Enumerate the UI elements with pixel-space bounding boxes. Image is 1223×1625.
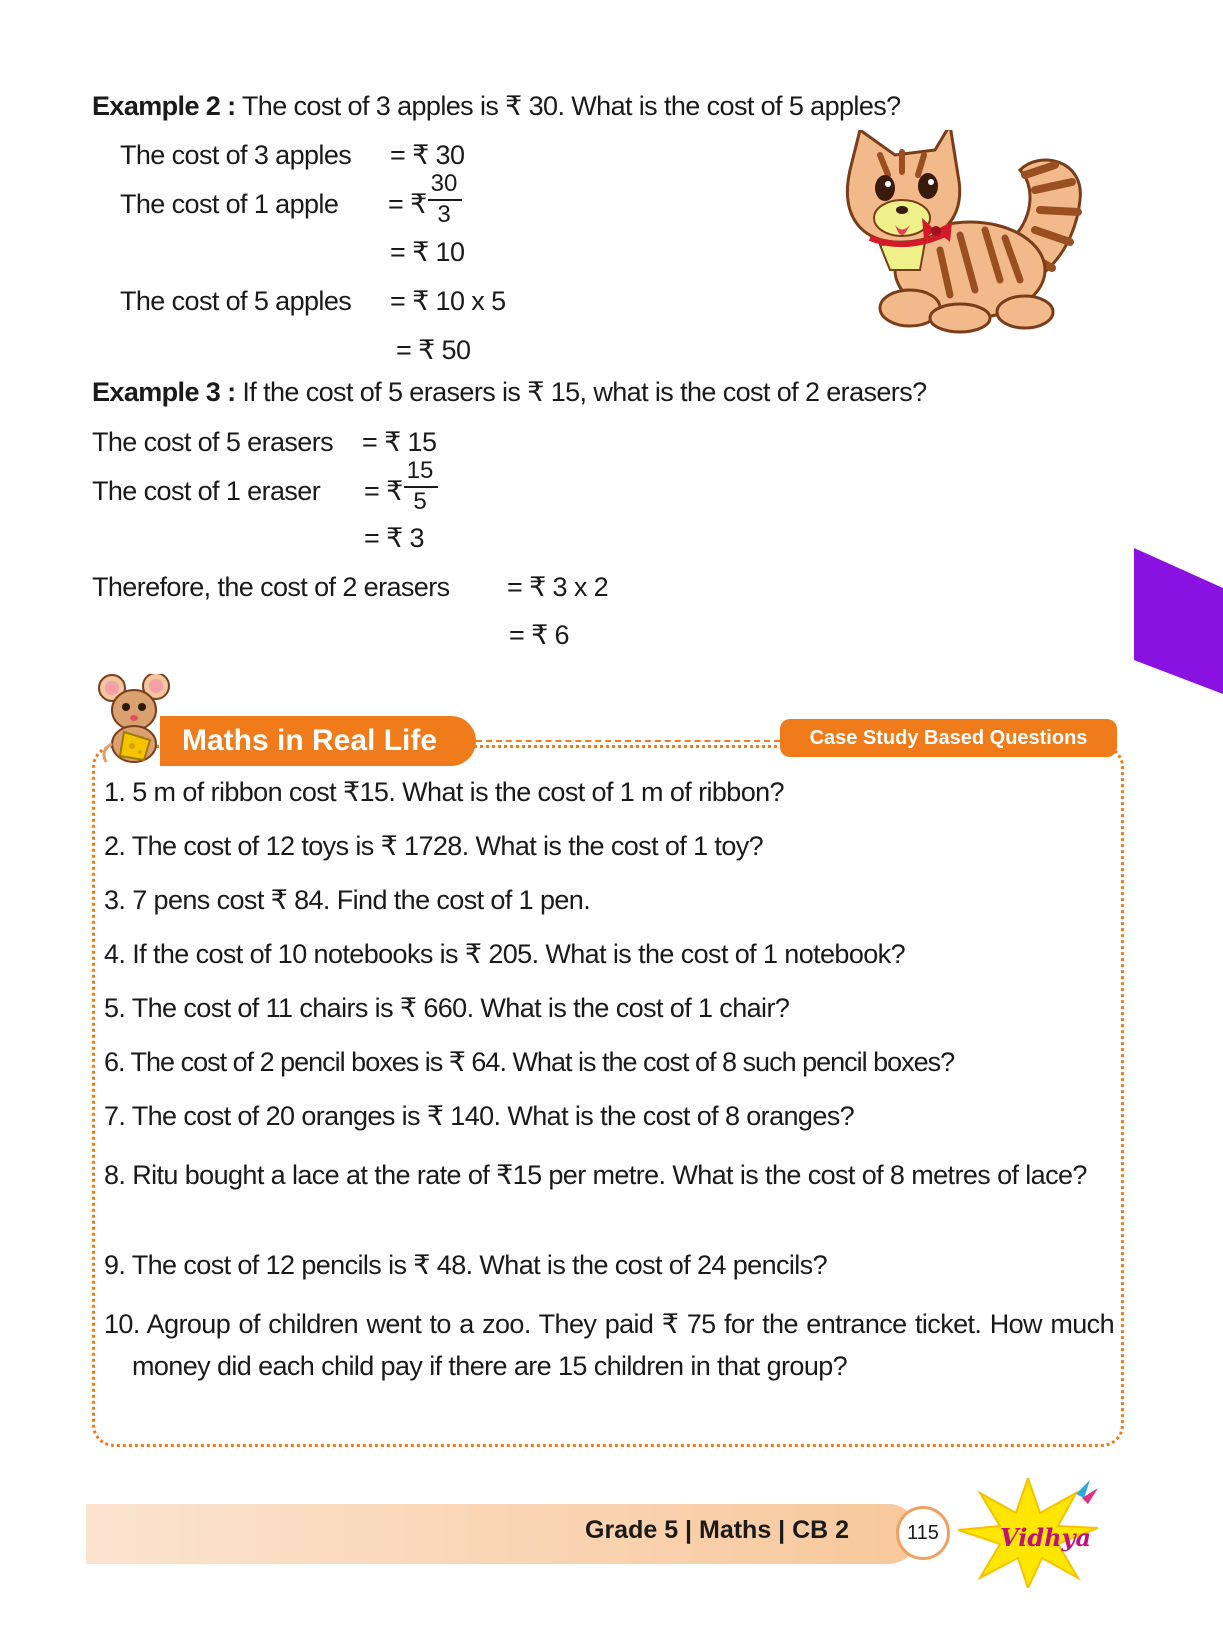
- case-study-tag: Case Study Based Questions: [780, 719, 1117, 757]
- ex2-line1-value: = ₹ 30: [390, 140, 465, 170]
- ex3-line1-value: = ₹ 15: [362, 427, 437, 457]
- question-number: 2.: [104, 831, 126, 861]
- question-number: 6.: [104, 1047, 125, 1077]
- ex2-line2-prefix: = ₹: [388, 189, 427, 219]
- example-2-heading: [92, 90, 901, 122]
- ex2-line4-label: The cost of 5 apples: [120, 286, 352, 316]
- question-text: 7 pens cost ₹ 84. Find the cost of 1 pen.: [132, 885, 591, 915]
- vidhya-logo-text: Vidhya: [1000, 1523, 1092, 1552]
- ex3-fraction-denominator: 5: [413, 488, 427, 515]
- question-7: [104, 1100, 1114, 1132]
- question-number: 5.: [104, 993, 126, 1023]
- ex2-fraction-denominator: 3: [437, 201, 451, 228]
- question-text: 5 m of ribbon cost ₹15. What is the cost of 1 m of ribbon?: [132, 777, 784, 807]
- question-4: [104, 938, 1114, 970]
- question-number: 3.: [104, 885, 126, 915]
- question-text: The cost of 12 pencils is ₹ 48. What is the cost of 24 pencils?: [131, 1250, 827, 1280]
- question-text: If the cost of 10 notebooks is ₹ 205. What is the cost of 1 notebook?: [132, 939, 906, 969]
- question-10: [104, 1303, 1114, 1387]
- ex2-line4-value: = ₹ 10 x 5: [390, 286, 506, 316]
- question-number: 7.: [104, 1101, 126, 1131]
- page-number: 115: [896, 1506, 950, 1560]
- footer-course-label: Grade 5 | Maths | CB 2: [585, 1516, 850, 1544]
- ex3-line4-label: Therefore, the cost of 2 erasers: [92, 572, 450, 602]
- ex2-line3-value: = ₹ 10: [390, 237, 465, 267]
- question-text: The cost of 20 oranges is ₹ 140. What is the cost of 8 oranges?: [131, 1101, 855, 1131]
- ex2-line5-value: = ₹ 50: [396, 335, 471, 365]
- question-text: The cost of 11 chairs is ₹ 660. What is the cost of 1 chair?: [131, 993, 790, 1023]
- ex3-line2-label: The cost of 1 eraser: [92, 476, 321, 506]
- ex2-line2-label: The cost of 1 apple: [120, 189, 339, 219]
- example-2-question: The cost of 3 apples is ₹ 30. What is the cost of 5 apples?: [241, 91, 901, 121]
- ex3-fraction-numerator: 15: [406, 457, 434, 484]
- ex2-line1-label: The cost of 3 apples: [120, 140, 352, 170]
- example-3-question: If the cost of 5 erasers is ₹ 15, what is the cost of 2 erasers?: [242, 377, 927, 407]
- question-8: [104, 1154, 1114, 1196]
- question-text: The cost of 12 toys is ₹ 1728. What is the cost of 1 toy?: [131, 831, 764, 861]
- question-number: 10.: [104, 1309, 140, 1339]
- question-number: 4.: [104, 939, 126, 969]
- section-title: Maths in Real Life: [160, 716, 476, 766]
- ex3-line5-value: = ₹ 6: [509, 620, 569, 650]
- ex3-line3-value: = ₹ 3: [364, 523, 424, 553]
- ex3-line2-prefix: = ₹: [364, 476, 403, 506]
- section-divider: [476, 740, 780, 742]
- side-tab: [1134, 548, 1223, 694]
- example-2-label: Example 2 :: [92, 91, 236, 121]
- question-9: [104, 1249, 1114, 1281]
- question-number: 8.: [104, 1160, 126, 1190]
- question-3: [104, 884, 1114, 916]
- question-6: [104, 1046, 1114, 1078]
- ex3-line4-value: = ₹ 3 x 2: [507, 572, 609, 602]
- question-text: Ritu bought a lace at the rate of ₹15 per metre. What is the cost of 8 metres of lace?: [132, 1160, 1087, 1190]
- question-2: [104, 830, 1114, 862]
- question-5: [104, 992, 1114, 1024]
- cat-illustration: [840, 130, 1090, 335]
- example-3-heading: [92, 376, 927, 408]
- question-number: 1.: [104, 777, 126, 807]
- question-1: [104, 776, 1114, 808]
- ex3-line1-label: The cost of 5 erasers: [92, 427, 334, 457]
- ex2-fraction-numerator: 30: [430, 170, 458, 197]
- question-number: 9.: [104, 1250, 126, 1280]
- vidhya-logo: [958, 1478, 1128, 1588]
- question-text: The cost of 2 pencil boxes is ₹ 64. What is the cost of 8 such pencil boxes?: [130, 1047, 955, 1077]
- question-text: Agroup of children went to a zoo. They paid ₹ 75 for the entrance ticket. How much money did each child pay if there are 15 children in that group?: [132, 1309, 1114, 1381]
- example-3-label: Example 3 :: [92, 377, 236, 407]
